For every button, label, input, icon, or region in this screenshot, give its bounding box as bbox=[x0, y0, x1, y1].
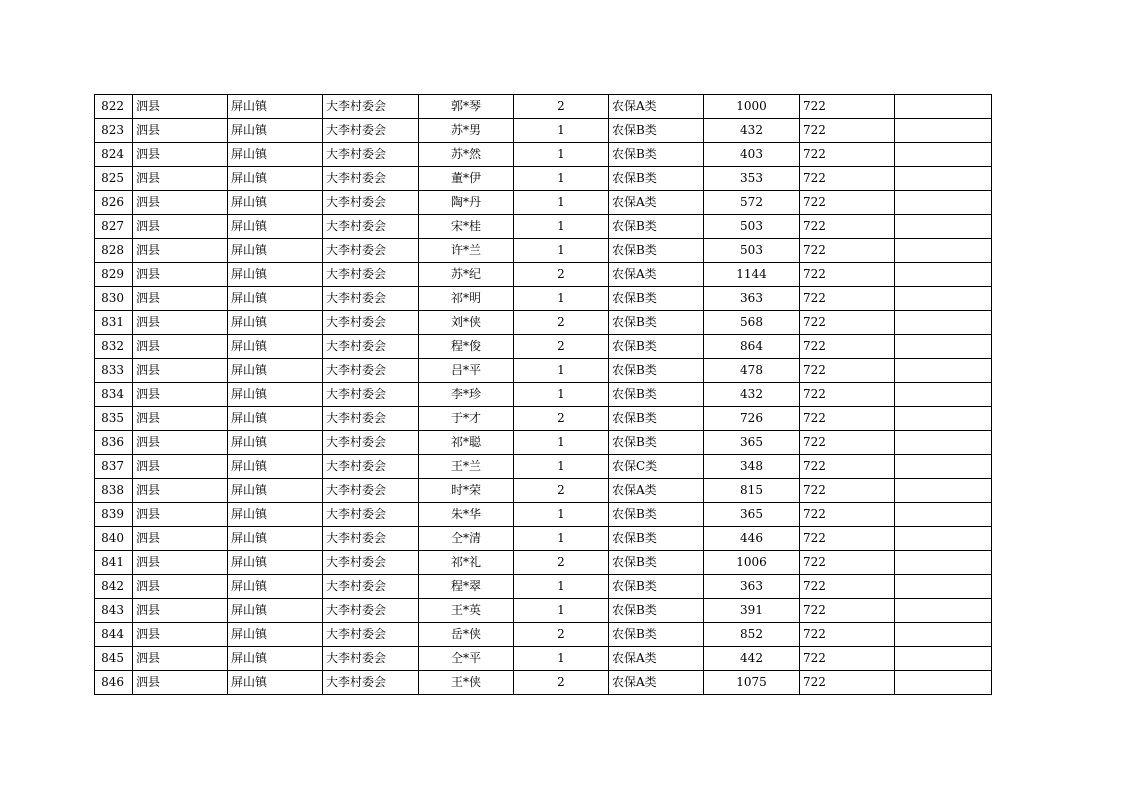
table-row bbox=[95, 503, 992, 527]
recipient-name-cell: 祁*明 bbox=[419, 287, 514, 311]
household-size-cell: 1 bbox=[514, 455, 609, 479]
household-size-cell: 1 bbox=[514, 239, 609, 263]
insurance-category-cell: 农保B类 bbox=[609, 383, 704, 407]
insurance-category-cell: 农保B类 bbox=[609, 143, 704, 167]
code-cell: 722 bbox=[800, 191, 895, 215]
household-size-cell: 1 bbox=[514, 167, 609, 191]
county-cell: 泗县 bbox=[133, 479, 228, 503]
row-number-cell: 828 bbox=[95, 239, 133, 263]
table-row bbox=[95, 599, 992, 623]
code-cell: 722 bbox=[800, 215, 895, 239]
insurance-category-cell: 农保B类 bbox=[609, 599, 704, 623]
amount-cell: 1006 bbox=[704, 551, 800, 575]
county-cell: 泗县 bbox=[133, 671, 228, 695]
county-cell: 泗县 bbox=[133, 575, 228, 599]
insurance-category-cell: 农保C类 bbox=[609, 455, 704, 479]
remarks-cell bbox=[895, 623, 992, 647]
row-number-cell: 843 bbox=[95, 599, 133, 623]
household-size-cell: 1 bbox=[514, 599, 609, 623]
amount-cell: 432 bbox=[704, 383, 800, 407]
amount-cell: 852 bbox=[704, 623, 800, 647]
household-size-cell: 1 bbox=[514, 383, 609, 407]
code-cell: 722 bbox=[800, 311, 895, 335]
remarks-cell bbox=[895, 215, 992, 239]
remarks-cell bbox=[895, 407, 992, 431]
insurance-category-cell: 农保B类 bbox=[609, 359, 704, 383]
remarks-cell bbox=[895, 479, 992, 503]
insurance-category-cell: 农保A类 bbox=[609, 479, 704, 503]
recipient-name-cell: 王*侠 bbox=[419, 671, 514, 695]
amount-cell: 1144 bbox=[704, 263, 800, 287]
remarks-cell bbox=[895, 167, 992, 191]
village-committee-cell: 大李村委会 bbox=[323, 119, 419, 143]
household-size-cell: 1 bbox=[514, 575, 609, 599]
village-committee-cell: 大李村委会 bbox=[323, 527, 419, 551]
recipient-name-cell: 陶*丹 bbox=[419, 191, 514, 215]
table-row bbox=[95, 383, 992, 407]
remarks-cell bbox=[895, 359, 992, 383]
insurance-category-cell: 农保B类 bbox=[609, 287, 704, 311]
remarks-cell bbox=[895, 191, 992, 215]
recipient-name-cell: 吕*平 bbox=[419, 359, 514, 383]
code-cell: 722 bbox=[800, 599, 895, 623]
recipient-name-cell: 祁*礼 bbox=[419, 551, 514, 575]
village-committee-cell: 大李村委会 bbox=[323, 455, 419, 479]
recipient-name-cell: 苏*纪 bbox=[419, 263, 514, 287]
household-size-cell: 1 bbox=[514, 215, 609, 239]
recipient-name-cell: 王*英 bbox=[419, 599, 514, 623]
recipient-name-cell: 朱*华 bbox=[419, 503, 514, 527]
table-row bbox=[95, 191, 992, 215]
row-number-cell: 823 bbox=[95, 119, 133, 143]
household-size-cell: 2 bbox=[514, 479, 609, 503]
household-size-cell: 2 bbox=[514, 311, 609, 335]
village-committee-cell: 大李村委会 bbox=[323, 95, 419, 119]
table-row bbox=[95, 215, 992, 239]
town-cell: 屏山镇 bbox=[228, 263, 323, 287]
village-committee-cell: 大李村委会 bbox=[323, 479, 419, 503]
insurance-category-cell: 农保B类 bbox=[609, 407, 704, 431]
insurance-category-cell: 农保A类 bbox=[609, 263, 704, 287]
row-number-cell: 830 bbox=[95, 287, 133, 311]
county-cell: 泗县 bbox=[133, 191, 228, 215]
household-size-cell: 2 bbox=[514, 407, 609, 431]
county-cell: 泗县 bbox=[133, 551, 228, 575]
town-cell: 屏山镇 bbox=[228, 575, 323, 599]
remarks-cell bbox=[895, 503, 992, 527]
row-number-cell: 837 bbox=[95, 455, 133, 479]
recipient-name-cell: 宋*桂 bbox=[419, 215, 514, 239]
recipient-name-cell: 李*珍 bbox=[419, 383, 514, 407]
table-row bbox=[95, 575, 992, 599]
village-committee-cell: 大李村委会 bbox=[323, 263, 419, 287]
household-size-cell: 1 bbox=[514, 431, 609, 455]
town-cell: 屏山镇 bbox=[228, 431, 323, 455]
table-row bbox=[95, 623, 992, 647]
subsidy-roster-table bbox=[94, 94, 992, 695]
recipient-name-cell: 岳*侠 bbox=[419, 623, 514, 647]
town-cell: 屏山镇 bbox=[228, 383, 323, 407]
row-number-cell: 826 bbox=[95, 191, 133, 215]
table-body bbox=[95, 95, 992, 695]
code-cell: 722 bbox=[800, 407, 895, 431]
household-size-cell: 1 bbox=[514, 287, 609, 311]
recipient-name-cell: 许*兰 bbox=[419, 239, 514, 263]
code-cell: 722 bbox=[800, 335, 895, 359]
town-cell: 屏山镇 bbox=[228, 503, 323, 527]
table-row bbox=[95, 527, 992, 551]
county-cell: 泗县 bbox=[133, 119, 228, 143]
amount-cell: 391 bbox=[704, 599, 800, 623]
town-cell: 屏山镇 bbox=[228, 599, 323, 623]
remarks-cell bbox=[895, 455, 992, 479]
town-cell: 屏山镇 bbox=[228, 647, 323, 671]
table-row bbox=[95, 167, 992, 191]
code-cell: 722 bbox=[800, 239, 895, 263]
amount-cell: 365 bbox=[704, 431, 800, 455]
table-row bbox=[95, 143, 992, 167]
town-cell: 屏山镇 bbox=[228, 191, 323, 215]
code-cell: 722 bbox=[800, 95, 895, 119]
amount-cell: 353 bbox=[704, 167, 800, 191]
town-cell: 屏山镇 bbox=[228, 527, 323, 551]
town-cell: 屏山镇 bbox=[228, 311, 323, 335]
recipient-name-cell: 于*才 bbox=[419, 407, 514, 431]
village-committee-cell: 大李村委会 bbox=[323, 287, 419, 311]
county-cell: 泗县 bbox=[133, 647, 228, 671]
row-number-cell: 836 bbox=[95, 431, 133, 455]
insurance-category-cell: 农保B类 bbox=[609, 335, 704, 359]
table-row bbox=[95, 359, 992, 383]
village-committee-cell: 大李村委会 bbox=[323, 143, 419, 167]
amount-cell: 442 bbox=[704, 647, 800, 671]
remarks-cell bbox=[895, 671, 992, 695]
household-size-cell: 1 bbox=[514, 359, 609, 383]
remarks-cell bbox=[895, 239, 992, 263]
row-number-cell: 845 bbox=[95, 647, 133, 671]
amount-cell: 572 bbox=[704, 191, 800, 215]
town-cell: 屏山镇 bbox=[228, 167, 323, 191]
code-cell: 722 bbox=[800, 623, 895, 647]
table-row bbox=[95, 407, 992, 431]
row-number-cell: 829 bbox=[95, 263, 133, 287]
town-cell: 屏山镇 bbox=[228, 407, 323, 431]
amount-cell: 446 bbox=[704, 527, 800, 551]
town-cell: 屏山镇 bbox=[228, 95, 323, 119]
row-number-cell: 833 bbox=[95, 359, 133, 383]
town-cell: 屏山镇 bbox=[228, 239, 323, 263]
table-row bbox=[95, 455, 992, 479]
household-size-cell: 1 bbox=[514, 143, 609, 167]
code-cell: 722 bbox=[800, 287, 895, 311]
remarks-cell bbox=[895, 527, 992, 551]
row-number-cell: 835 bbox=[95, 407, 133, 431]
recipient-name-cell: 刘*侠 bbox=[419, 311, 514, 335]
remarks-cell bbox=[895, 263, 992, 287]
household-size-cell: 1 bbox=[514, 503, 609, 527]
code-cell: 722 bbox=[800, 167, 895, 191]
table-row bbox=[95, 647, 992, 671]
county-cell: 泗县 bbox=[133, 455, 228, 479]
town-cell: 屏山镇 bbox=[228, 119, 323, 143]
town-cell: 屏山镇 bbox=[228, 359, 323, 383]
row-number-cell: 838 bbox=[95, 479, 133, 503]
recipient-name-cell: 郭*琴 bbox=[419, 95, 514, 119]
code-cell: 722 bbox=[800, 431, 895, 455]
table-row bbox=[95, 551, 992, 575]
county-cell: 泗县 bbox=[133, 431, 228, 455]
village-committee-cell: 大李村委会 bbox=[323, 335, 419, 359]
amount-cell: 348 bbox=[704, 455, 800, 479]
row-number-cell: 831 bbox=[95, 311, 133, 335]
insurance-category-cell: 农保A类 bbox=[609, 671, 704, 695]
table-row bbox=[95, 671, 992, 695]
town-cell: 屏山镇 bbox=[228, 287, 323, 311]
recipient-name-cell: 董*伊 bbox=[419, 167, 514, 191]
row-number-cell: 840 bbox=[95, 527, 133, 551]
village-committee-cell: 大李村委会 bbox=[323, 359, 419, 383]
town-cell: 屏山镇 bbox=[228, 143, 323, 167]
county-cell: 泗县 bbox=[133, 407, 228, 431]
remarks-cell bbox=[895, 599, 992, 623]
row-number-cell: 825 bbox=[95, 167, 133, 191]
village-committee-cell: 大李村委会 bbox=[323, 191, 419, 215]
row-number-cell: 832 bbox=[95, 335, 133, 359]
village-committee-cell: 大李村委会 bbox=[323, 239, 419, 263]
county-cell: 泗县 bbox=[133, 383, 228, 407]
recipient-name-cell: 王*兰 bbox=[419, 455, 514, 479]
table-row bbox=[95, 479, 992, 503]
table-row bbox=[95, 239, 992, 263]
town-cell: 屏山镇 bbox=[228, 479, 323, 503]
row-number-cell: 827 bbox=[95, 215, 133, 239]
code-cell: 722 bbox=[800, 359, 895, 383]
village-committee-cell: 大李村委会 bbox=[323, 407, 419, 431]
amount-cell: 815 bbox=[704, 479, 800, 503]
village-committee-cell: 大李村委会 bbox=[323, 551, 419, 575]
village-committee-cell: 大李村委会 bbox=[323, 599, 419, 623]
household-size-cell: 1 bbox=[514, 191, 609, 215]
county-cell: 泗县 bbox=[133, 215, 228, 239]
insurance-category-cell: 农保B类 bbox=[609, 119, 704, 143]
recipient-name-cell: 程*俊 bbox=[419, 335, 514, 359]
code-cell: 722 bbox=[800, 527, 895, 551]
code-cell: 722 bbox=[800, 455, 895, 479]
household-size-cell: 2 bbox=[514, 263, 609, 287]
county-cell: 泗县 bbox=[133, 311, 228, 335]
village-committee-cell: 大李村委会 bbox=[323, 671, 419, 695]
household-size-cell: 1 bbox=[514, 647, 609, 671]
county-cell: 泗县 bbox=[133, 335, 228, 359]
code-cell: 722 bbox=[800, 503, 895, 527]
recipient-name-cell: 苏*然 bbox=[419, 143, 514, 167]
row-number-cell: 822 bbox=[95, 95, 133, 119]
amount-cell: 403 bbox=[704, 143, 800, 167]
table-row bbox=[95, 311, 992, 335]
county-cell: 泗县 bbox=[133, 287, 228, 311]
county-cell: 泗县 bbox=[133, 359, 228, 383]
remarks-cell bbox=[895, 143, 992, 167]
county-cell: 泗县 bbox=[133, 599, 228, 623]
insurance-category-cell: 农保A类 bbox=[609, 191, 704, 215]
town-cell: 屏山镇 bbox=[228, 623, 323, 647]
town-cell: 屏山镇 bbox=[228, 215, 323, 239]
amount-cell: 363 bbox=[704, 575, 800, 599]
insurance-category-cell: 农保B类 bbox=[609, 551, 704, 575]
row-number-cell: 834 bbox=[95, 383, 133, 407]
code-cell: 722 bbox=[800, 551, 895, 575]
code-cell: 722 bbox=[800, 575, 895, 599]
household-size-cell: 2 bbox=[514, 623, 609, 647]
amount-cell: 1075 bbox=[704, 671, 800, 695]
row-number-cell: 839 bbox=[95, 503, 133, 527]
county-cell: 泗县 bbox=[133, 143, 228, 167]
household-size-cell: 2 bbox=[514, 95, 609, 119]
county-cell: 泗县 bbox=[133, 263, 228, 287]
village-committee-cell: 大李村委会 bbox=[323, 383, 419, 407]
household-size-cell: 2 bbox=[514, 551, 609, 575]
village-committee-cell: 大李村委会 bbox=[323, 215, 419, 239]
code-cell: 722 bbox=[800, 119, 895, 143]
table-row bbox=[95, 119, 992, 143]
insurance-category-cell: 农保B类 bbox=[609, 527, 704, 551]
village-committee-cell: 大李村委会 bbox=[323, 647, 419, 671]
county-cell: 泗县 bbox=[133, 527, 228, 551]
village-committee-cell: 大李村委会 bbox=[323, 503, 419, 527]
village-committee-cell: 大李村委会 bbox=[323, 431, 419, 455]
amount-cell: 432 bbox=[704, 119, 800, 143]
county-cell: 泗县 bbox=[133, 239, 228, 263]
amount-cell: 503 bbox=[704, 215, 800, 239]
household-size-cell: 2 bbox=[514, 671, 609, 695]
table-row bbox=[95, 431, 992, 455]
insurance-category-cell: 农保B类 bbox=[609, 215, 704, 239]
table-row bbox=[95, 335, 992, 359]
insurance-category-cell: 农保A类 bbox=[609, 647, 704, 671]
insurance-category-cell: 农保B类 bbox=[609, 311, 704, 335]
recipient-name-cell: 时*荣 bbox=[419, 479, 514, 503]
remarks-cell bbox=[895, 647, 992, 671]
amount-cell: 568 bbox=[704, 311, 800, 335]
county-cell: 泗县 bbox=[133, 95, 228, 119]
code-cell: 722 bbox=[800, 143, 895, 167]
county-cell: 泗县 bbox=[133, 623, 228, 647]
insurance-category-cell: 农保B类 bbox=[609, 239, 704, 263]
code-cell: 722 bbox=[800, 479, 895, 503]
village-committee-cell: 大李村委会 bbox=[323, 311, 419, 335]
household-size-cell: 1 bbox=[514, 527, 609, 551]
insurance-category-cell: 农保B类 bbox=[609, 575, 704, 599]
recipient-name-cell: 祁*聪 bbox=[419, 431, 514, 455]
code-cell: 722 bbox=[800, 647, 895, 671]
row-number-cell: 846 bbox=[95, 671, 133, 695]
code-cell: 722 bbox=[800, 671, 895, 695]
remarks-cell bbox=[895, 95, 992, 119]
amount-cell: 363 bbox=[704, 287, 800, 311]
recipient-name-cell: 程*翠 bbox=[419, 575, 514, 599]
county-cell: 泗县 bbox=[133, 167, 228, 191]
insurance-category-cell: 农保B类 bbox=[609, 431, 704, 455]
remarks-cell bbox=[895, 551, 992, 575]
town-cell: 屏山镇 bbox=[228, 335, 323, 359]
town-cell: 屏山镇 bbox=[228, 551, 323, 575]
row-number-cell: 842 bbox=[95, 575, 133, 599]
recipient-name-cell: 苏*男 bbox=[419, 119, 514, 143]
village-committee-cell: 大李村委会 bbox=[323, 575, 419, 599]
code-cell: 722 bbox=[800, 263, 895, 287]
remarks-cell bbox=[895, 335, 992, 359]
table-row bbox=[95, 95, 992, 119]
row-number-cell: 824 bbox=[95, 143, 133, 167]
village-committee-cell: 大李村委会 bbox=[323, 623, 419, 647]
insurance-category-cell: 农保B类 bbox=[609, 167, 704, 191]
row-number-cell: 844 bbox=[95, 623, 133, 647]
town-cell: 屏山镇 bbox=[228, 455, 323, 479]
remarks-cell bbox=[895, 383, 992, 407]
household-size-cell: 2 bbox=[514, 335, 609, 359]
amount-cell: 503 bbox=[704, 239, 800, 263]
remarks-cell bbox=[895, 287, 992, 311]
remarks-cell bbox=[895, 575, 992, 599]
insurance-category-cell: 农保B类 bbox=[609, 503, 704, 527]
insurance-category-cell: 农保A类 bbox=[609, 95, 704, 119]
remarks-cell bbox=[895, 119, 992, 143]
county-cell: 泗县 bbox=[133, 503, 228, 527]
amount-cell: 478 bbox=[704, 359, 800, 383]
recipient-name-cell: 仝*平 bbox=[419, 647, 514, 671]
code-cell: 722 bbox=[800, 383, 895, 407]
remarks-cell bbox=[895, 431, 992, 455]
household-size-cell: 1 bbox=[514, 119, 609, 143]
amount-cell: 864 bbox=[704, 335, 800, 359]
amount-cell: 1000 bbox=[704, 95, 800, 119]
row-number-cell: 841 bbox=[95, 551, 133, 575]
insurance-category-cell: 农保B类 bbox=[609, 623, 704, 647]
recipient-name-cell: 仝*清 bbox=[419, 527, 514, 551]
amount-cell: 726 bbox=[704, 407, 800, 431]
remarks-cell bbox=[895, 311, 992, 335]
village-committee-cell: 大李村委会 bbox=[323, 167, 419, 191]
table-row bbox=[95, 263, 992, 287]
amount-cell: 365 bbox=[704, 503, 800, 527]
town-cell: 屏山镇 bbox=[228, 671, 323, 695]
table-row bbox=[95, 287, 992, 311]
